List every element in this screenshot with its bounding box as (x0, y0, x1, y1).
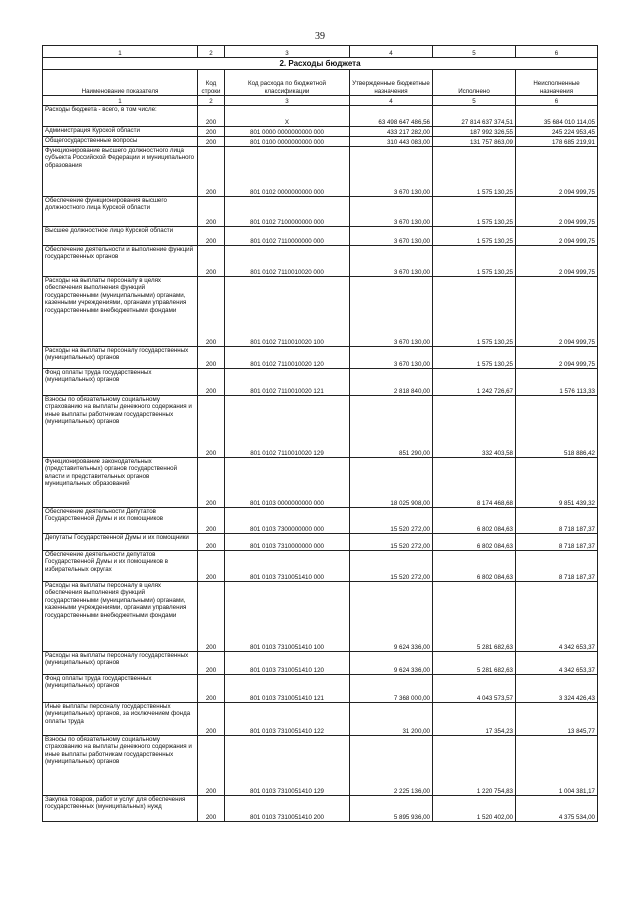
row-name: Функционирование высшего должностного лица субъекта Российской Федерации и муниципального образования (43, 147, 198, 197)
table-row (43, 396, 598, 458)
row-line-code: 200 (198, 277, 225, 347)
row-classification-code: 801 0102 7110010020 120 (225, 347, 350, 369)
row-unexecuted: 2 094 999,75 (516, 197, 598, 227)
row-line-code: 200 (198, 396, 225, 458)
row-unexecuted: 8 718 187,37 (516, 508, 598, 534)
row-classification-code: 801 0102 7110010020 121 (225, 369, 350, 396)
row-classification-code: 801 0103 7310051410 200 (225, 796, 350, 822)
row-unexecuted: 4 342 653,37 (516, 582, 598, 652)
row-line-code: 200 (198, 796, 225, 822)
row-executed: 1 242 726,67 (433, 369, 516, 396)
table-row (43, 652, 598, 675)
row-unexecuted: 1 576 113,33 (516, 369, 598, 396)
row-classification-code: 801 0000 0000000000 000 (225, 127, 350, 137)
row-executed: 187 992 326,55 (433, 127, 516, 137)
row-line-code: 200 (198, 106, 225, 127)
header-unexecuted: Неисполненные назначения (516, 70, 598, 96)
row-line-code: 200 (198, 551, 225, 582)
table-row (43, 197, 598, 227)
row-line-code: 200 (198, 652, 225, 675)
table-row (43, 703, 598, 736)
row-unexecuted: 245 224 953,45 (516, 127, 598, 137)
row-name: Депутаты Государственной Думы и их помощники (43, 534, 198, 551)
row-line-code: 200 (198, 127, 225, 137)
row-classification-code: 801 0102 7110000000 000 (225, 227, 350, 246)
row-executed: 131 757 863,09 (433, 137, 516, 147)
row-classification-code: 801 0103 7310051410 120 (225, 652, 350, 675)
row-approved: 2 225 136,00 (350, 736, 433, 796)
row-executed: 1 575 130,25 (433, 227, 516, 246)
row-unexecuted: 178 685 219,91 (516, 137, 598, 147)
row-approved: 3 670 130,00 (350, 227, 433, 246)
row-approved: 433 217 282,00 (350, 127, 433, 137)
top-column-number-row (43, 46, 598, 58)
row-line-code: 200 (198, 508, 225, 534)
col-number-2: 2 (198, 96, 225, 106)
row-name: Высшее должностное лицо Курской области (43, 227, 198, 246)
col-number-6: 6 (516, 96, 598, 106)
header-classification-code: Код расхода по бюджетной классификации (225, 70, 350, 96)
row-name: Обеспечение деятельности и выполнение функций государственных органов (43, 246, 198, 277)
table-row (43, 147, 598, 197)
row-classification-code: 801 0102 7110010020 129 (225, 396, 350, 458)
row-classification-code: 801 0103 7310051410 121 (225, 675, 350, 703)
row-approved: 15 520 272,00 (350, 534, 433, 551)
row-executed: 6 802 084,63 (433, 508, 516, 534)
row-line-code: 200 (198, 246, 225, 277)
row-classification-code: 801 0103 0000000000 000 (225, 458, 350, 508)
row-name: Закупка товаров, работ и услуг для обеспечения государственных (муниципальных) нужд (43, 796, 198, 822)
table-row (43, 582, 598, 652)
row-unexecuted: 2 094 999,75 (516, 147, 598, 197)
top-col-4: 4 (350, 46, 433, 58)
row-executed: 4 043 573,57 (433, 675, 516, 703)
row-approved: 7 368 000,00 (350, 675, 433, 703)
row-name: Расходы бюджета - всего, в том числе: (43, 106, 198, 127)
row-unexecuted: 2 094 999,75 (516, 347, 598, 369)
row-executed: 17 354,23 (433, 703, 516, 736)
row-approved: 851 290,00 (350, 396, 433, 458)
row-name: Обеспечение деятельности депутатов Государственной Думы и их помощников в избирательных округах (43, 551, 198, 582)
section-title: 2. Расходы бюджета (43, 58, 598, 70)
row-name: Фонд оплаты труда государственных (муниципальных) органов (43, 675, 198, 703)
row-name: Расходы на выплаты персоналу в целях обеспечения выполнения функций государственными (муниципальными) органами, казенными учреждениями, органами управления государственными внебюджетными фондами (43, 582, 198, 652)
table-row (43, 534, 598, 551)
row-executed: 6 802 084,63 (433, 551, 516, 582)
row-unexecuted: 1 004 381,17 (516, 736, 598, 796)
row-classification-code: 801 0103 7300000000 000 (225, 508, 350, 534)
row-approved: 9 624 336,00 (350, 582, 433, 652)
table-row (43, 736, 598, 796)
row-unexecuted: 8 718 187,37 (516, 551, 598, 582)
row-line-code: 200 (198, 582, 225, 652)
row-line-code: 200 (198, 534, 225, 551)
row-approved: 63 498 647 486,56 (350, 106, 433, 127)
row-name: Взносы по обязательному социальному страхованию на выплаты денежного содержания и иные выплаты работникам государственных (муниципальных) органов (43, 736, 198, 796)
column-number-row (43, 96, 598, 106)
row-approved: 15 520 272,00 (350, 551, 433, 582)
table-row (43, 227, 598, 246)
col-number-5: 5 (433, 96, 516, 106)
table-row (43, 369, 598, 396)
row-unexecuted: 2 094 999,75 (516, 277, 598, 347)
row-unexecuted: 8 718 187,37 (516, 534, 598, 551)
row-executed: 6 802 084,63 (433, 534, 516, 551)
row-line-code: 200 (198, 137, 225, 147)
row-classification-code: X (225, 106, 350, 127)
row-executed: 8 174 468,68 (433, 458, 516, 508)
row-approved: 3 670 130,00 (350, 246, 433, 277)
row-approved: 3 670 130,00 (350, 147, 433, 197)
row-name: Обеспечение функционирования высшего должностного лица Курской области (43, 197, 198, 227)
header-approved: Утвержденные бюджетные назначения (350, 70, 433, 96)
row-line-code: 200 (198, 197, 225, 227)
row-name: Функционирование законодательных (представительных) органов государственной власти и представительных органов муниципальных образований (43, 458, 198, 508)
row-unexecuted: 35 684 010 114,05 (516, 106, 598, 127)
row-approved: 31 200,00 (350, 703, 433, 736)
table-row (43, 127, 598, 137)
row-approved: 3 670 130,00 (350, 277, 433, 347)
table-row (43, 137, 598, 147)
row-executed: 1 575 130,25 (433, 147, 516, 197)
table-row (43, 458, 598, 508)
row-approved: 3 670 130,00 (350, 347, 433, 369)
row-classification-code: 801 0102 0000000000 000 (225, 147, 350, 197)
row-unexecuted: 4 375 534,00 (516, 796, 598, 822)
row-line-code: 200 (198, 703, 225, 736)
row-name: Обеспечение деятельности Депутатов Государственной Думы и их помощников (43, 508, 198, 534)
row-unexecuted: 2 094 999,75 (516, 246, 598, 277)
table-row (43, 796, 598, 822)
row-classification-code: 801 0102 7100000000 000 (225, 197, 350, 227)
table-row (43, 106, 598, 127)
row-classification-code: 801 0102 7110010020 100 (225, 277, 350, 347)
row-executed: 1 520 402,00 (433, 796, 516, 822)
row-classification-code: 801 0103 7310051410 129 (225, 736, 350, 796)
row-executed: 1 220 754,83 (433, 736, 516, 796)
row-name: Администрация Курской области (43, 127, 198, 137)
row-classification-code: 801 0103 7310051410 000 (225, 551, 350, 582)
row-unexecuted: 2 094 999,75 (516, 227, 598, 246)
header-row (43, 70, 598, 96)
row-name: Общегосударственные вопросы (43, 137, 198, 147)
table-row (43, 277, 598, 347)
top-col-5: 5 (433, 46, 516, 58)
row-name: Расходы на выплаты персоналу государственных (муниципальных) органов (43, 652, 198, 675)
row-classification-code: 801 0102 7110010020 000 (225, 246, 350, 277)
col-number-3: 3 (225, 96, 350, 106)
row-unexecuted: 3 324 426,43 (516, 675, 598, 703)
row-approved: 2 818 840,00 (350, 369, 433, 396)
row-approved: 18 025 908,00 (350, 458, 433, 508)
page-number: 39 (315, 31, 325, 42)
row-approved: 15 520 272,00 (350, 508, 433, 534)
row-line-code: 200 (198, 369, 225, 396)
row-approved: 5 895 936,00 (350, 796, 433, 822)
row-classification-code: 801 0100 0000000000 000 (225, 137, 350, 147)
row-executed: 1 575 130,25 (433, 347, 516, 369)
header-executed: Исполнено (433, 70, 516, 96)
row-executed: 1 575 130,25 (433, 246, 516, 277)
row-approved: 9 624 336,00 (350, 652, 433, 675)
row-executed: 27 814 637 374,51 (433, 106, 516, 127)
header-name: Наименование показателя (43, 70, 198, 96)
col-number-1: 1 (43, 96, 198, 106)
col-number-4: 4 (350, 96, 433, 106)
row-unexecuted: 9 851 439,32 (516, 458, 598, 508)
row-unexecuted: 13 845,77 (516, 703, 598, 736)
row-executed: 5 281 682,63 (433, 582, 516, 652)
table-row (43, 508, 598, 534)
row-name: Иные выплаты персоналу государственных (муниципальных) органов, за исключением фонда оплаты труда (43, 703, 198, 736)
table-row (43, 551, 598, 582)
row-name: Фонд оплаты труда государственных (муниципальных) органов (43, 369, 198, 396)
row-line-code: 200 (198, 147, 225, 197)
row-line-code: 200 (198, 458, 225, 508)
section-title-row (43, 58, 598, 70)
row-line-code: 200 (198, 675, 225, 703)
row-executed: 1 575 130,25 (433, 197, 516, 227)
row-line-code: 200 (198, 227, 225, 246)
top-col-2: 2 (198, 46, 225, 58)
row-executed: 5 281 682,63 (433, 652, 516, 675)
header-line-code: Код строки (198, 70, 225, 96)
row-line-code: 200 (198, 347, 225, 369)
table-row (43, 246, 598, 277)
row-name: Расходы на выплаты персоналу государственных (муниципальных) органов (43, 347, 198, 369)
row-unexecuted: 518 886,42 (516, 396, 598, 458)
row-classification-code: 801 0103 7310051410 100 (225, 582, 350, 652)
row-line-code: 200 (198, 736, 225, 796)
row-approved: 3 670 130,00 (350, 197, 433, 227)
row-approved: 310 443 083,00 (350, 137, 433, 147)
top-col-6: 6 (516, 46, 598, 58)
table-row (43, 675, 598, 703)
row-classification-code: 801 0103 7310000000 000 (225, 534, 350, 551)
row-executed: 332 403,58 (433, 396, 516, 458)
top-col-3: 3 (225, 46, 350, 58)
budget-expenses-table (42, 45, 598, 822)
row-classification-code: 801 0103 7310051410 122 (225, 703, 350, 736)
row-name: Взносы по обязательному социальному страхованию на выплаты денежного содержания и иные выплаты работникам государственных (муниципальных) органов (43, 396, 198, 458)
top-col-1: 1 (43, 46, 198, 58)
row-executed: 1 575 130,25 (433, 277, 516, 347)
row-unexecuted: 4 342 653,37 (516, 652, 598, 675)
row-name: Расходы на выплаты персоналу в целях обеспечения выполнения функций государственными (муниципальными) органами, казенными учреждениями, органами управления государственными внебюджетными фондами (43, 277, 198, 347)
table-row (43, 347, 598, 369)
